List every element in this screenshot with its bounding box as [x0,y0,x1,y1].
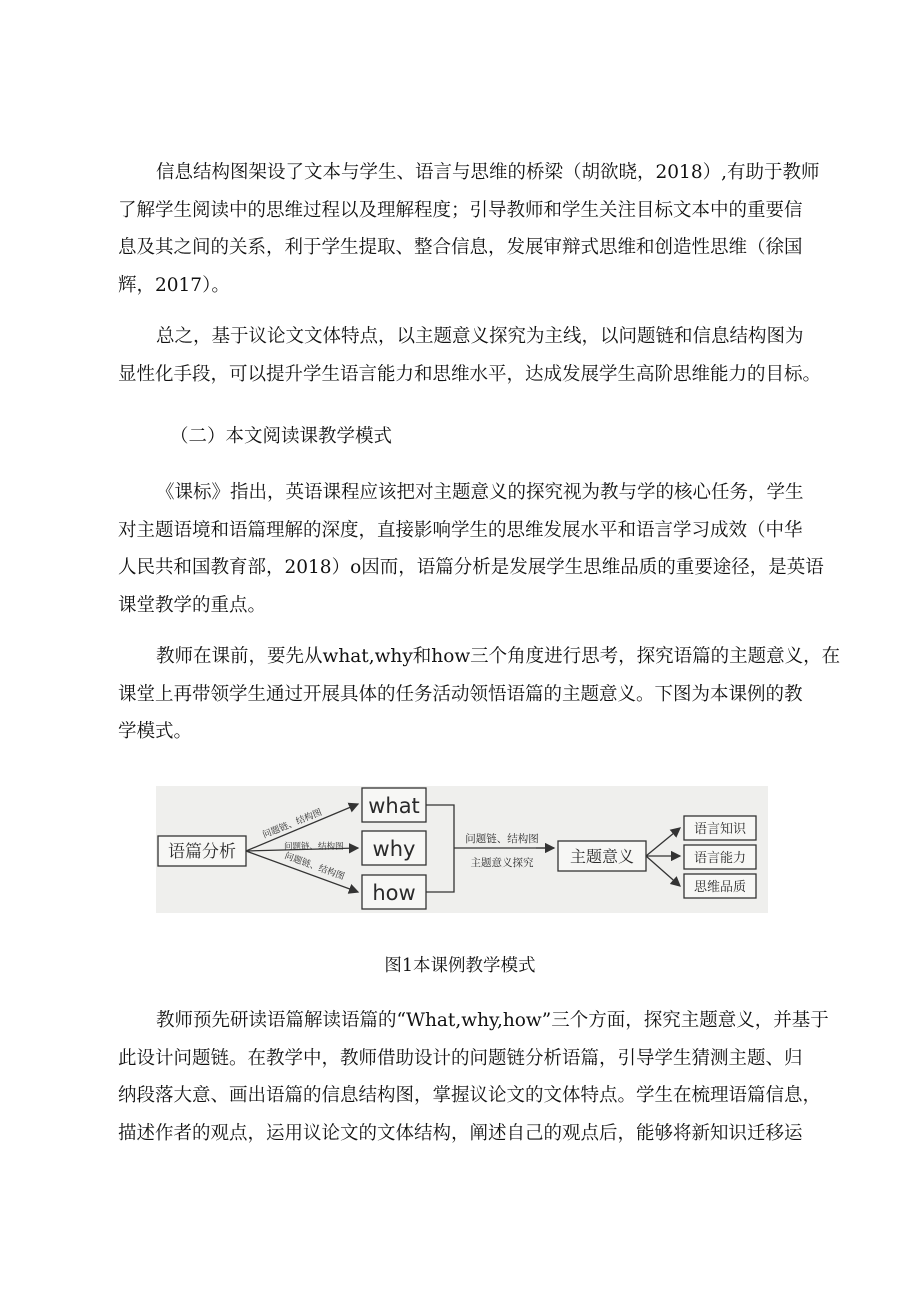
paragraph-teaching-process [118,1002,829,1152]
paragraph-curriculum [118,474,824,624]
text-line: 教师在课前，要先从what,why和how三个角度进行思考，探究语篇的主题意义，在 [156,646,841,667]
how-label: how [372,881,416,905]
paragraph-info-structure [118,154,820,304]
text-line: 信息结构图架设了文本与学生、语言与思维的桥梁（胡欲晓，2018）,有助于教师 [156,162,820,183]
teaching-model-diagram [156,786,768,913]
figure-caption: 图1本课例教学模式 [384,956,536,976]
edge-label-mid: 问题链、结构图 [284,842,344,852]
section-heading: （二）本文阅读课教学模式 [170,426,393,447]
what-label: what [368,794,420,818]
text-line: 此设计问题链。在教学中，教师借助设计的问题链分析语篇，引导学生猜测主题、归 [118,1047,803,1069]
outcome-label-3: 思维品质 [693,880,747,895]
why-label: why [372,837,416,861]
theme-label: 主题意义 [569,847,635,866]
text-line: 纳段落大意、画出语篇的信息结构图，掌握议论文的文体特点。学生在梳理语篇信息， [118,1085,822,1106]
edge-label-bottom: 问题链、结构图 [282,851,346,883]
source-label: 语篇分析 [168,842,236,862]
text-line: 总之，基于议论文文体特点，以主题意义探究为主线，以问题链和信息结构图为 [156,326,804,347]
text-line: 人民共和国教育部，2018）o因而，语篇分析是发展学生思维品质的重要途径，是英语 [118,557,824,578]
mid-label-theme-explore: 主题意义探究 [470,857,534,869]
text-line: 描述作者的观点，运用议论文的文体结构，阐述自己的观点后，能够将新知识迁移运 [118,1122,803,1144]
arrow-to-out-3 [646,856,680,886]
arrow-to-out-1 [646,828,680,856]
text-line: 《课标》指出，英语课程应该把对主题意义的探究视为教与学的核心任务，学生 [156,482,804,503]
text-line: 对主题语境和语篇理解的深度，直接影响学生的思维发展水平和语言学习成效（中华 [118,519,803,541]
text-line: 学模式。 [118,721,193,742]
text-line: 了解学生阅读中的思维过程以及理解程度；引导教师和学生关注目标文本中的重要信 [118,199,803,221]
text-line: 课堂教学的重点。 [118,594,267,616]
text-line: 显性化手段，可以提升学生语言能力和思维水平，达成发展学生高阶思维能力的目标。 [118,363,822,385]
text-line: 课堂上再带领学生通过开展具体的任务活动领悟语篇的主题意义。下图为本课例的教 [118,683,803,705]
bracket [426,805,554,892]
edge-label-top: 问题链、结构图 [261,807,324,841]
mid-label-problem-chain: 问题链、结构图 [465,833,539,845]
outcome-label-1: 语言知识 [693,822,747,837]
paragraph-teacher-prep [118,638,841,751]
text-line: 辉，2017）。 [118,274,230,296]
paragraph-summary [118,318,822,393]
text-line: 息及其之间的关系，利于学生提取、整合信息，发展审辩式思维和创造性思维（徐国 [118,237,803,258]
outcome-label-2: 语言能力 [693,851,747,866]
text-line: 教师预先研读语篇解读语篇的“What,why,how”三个方面，探究主题意义，并基于 [156,1010,829,1031]
